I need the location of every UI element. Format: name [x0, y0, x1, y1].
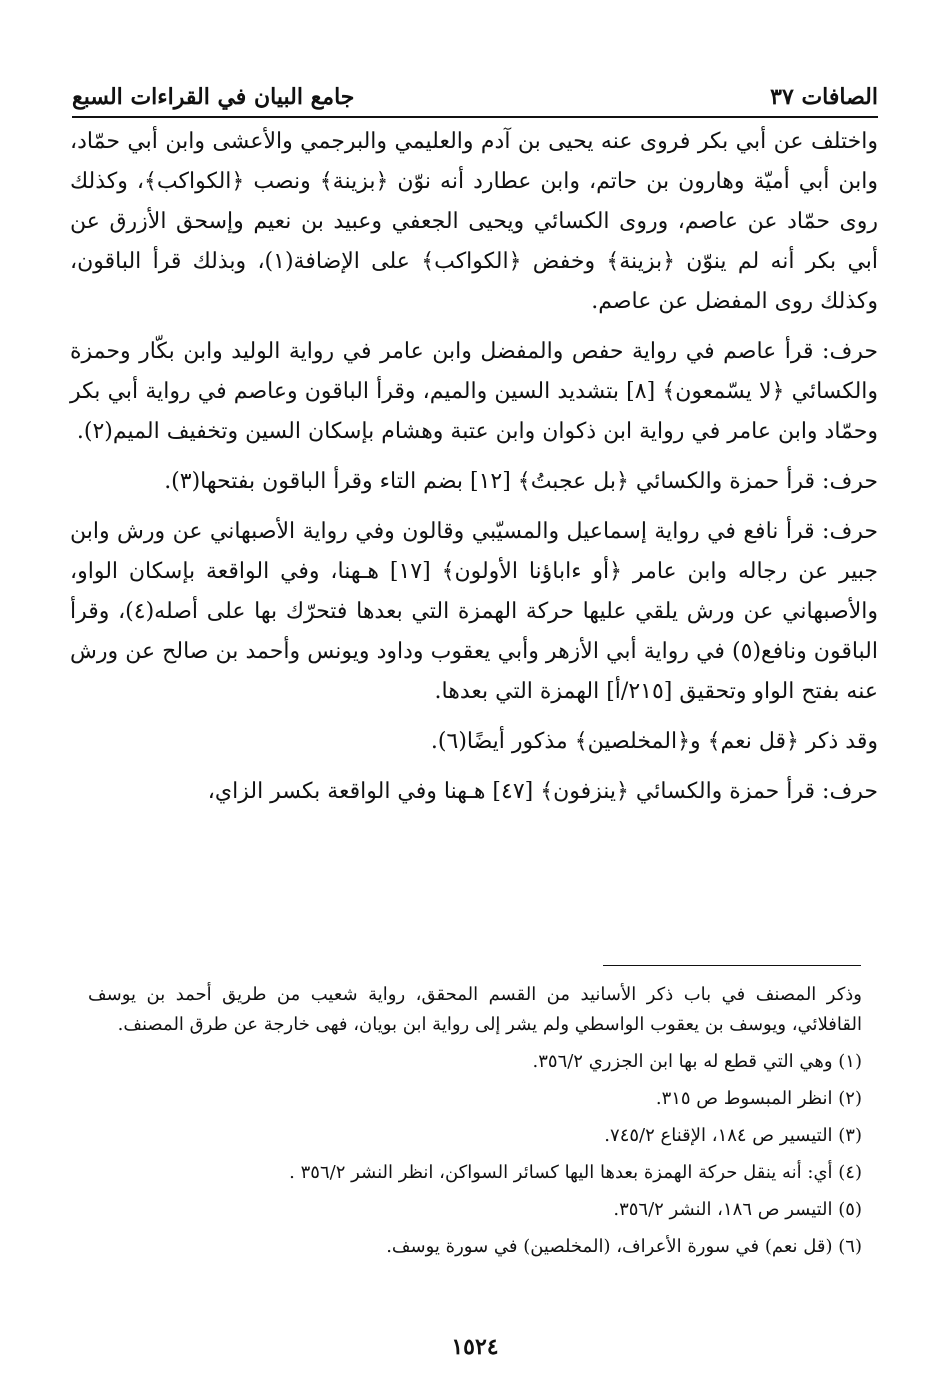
book-title-header: جامع البيان في القراءات السبع: [72, 84, 355, 110]
footnote: (٥) التيسر ص ١٨٦، النشر ٣٥٦/٢.: [613, 1199, 862, 1220]
footnote: (٦) (قل نعم) في سورة الأعراف، (المخلصين) في سورة يوسف.: [386, 1236, 862, 1257]
main-text: [70, 122, 878, 822]
footnote: (٣) التيسير ص ١٨٤، الإقناع ٧٤٥/٢.: [604, 1125, 862, 1146]
paragraph: حرف: قرأ نافع في رواية إسماعيل والمسيّبي وقالون وفي رواية الأصبهاني عن ورش وابن جبير عن رجاله وابن عامر ﴿أو ءاباؤنا الأولون﴾ [١٧] هـهنا، وفي الواقعة بإسكان الواو، والأصبهاني عن ورش يلقي عليها حركة الهمزة التي بعدها فتحرّك بها على أصله(٤)، وقرأ الباقون ونافع(٥) في رواية أبي الأزهر وأبي يعقوب وداود ويونس وأحمد بن صالح عن ورش عنه بفتح الواو وتحقيق [٢١٥/أ] الهمزة التي بعدها.: [70, 519, 878, 704]
footnotes: [88, 980, 862, 1269]
paragraph: حرف: قرأ عاصم في رواية حفص والمفضل وابن عامر في رواية الوليد وابن بكّار وحمزة والكسائي ﴿لا يسّمعون﴾ [٨] بتشديد السين والميم، وقرأ الباقون وعاصم في رواية أبي بكر وحمّاد وابن عامر في رواية ابن ذكوان وابن عتبة وهشام بإسكان السين وتخفيف الميم(٢).: [70, 339, 879, 444]
running-header: [72, 70, 878, 118]
page-number: ١٥٢٤: [451, 1334, 499, 1360]
footnote: (٢) انظر المبسوط ص ٣١٥.: [655, 1088, 862, 1109]
paragraph: واختلف عن أبي بكر فروى عنه يحيى بن آدم والعليمي والبرجمي والأعشى وابن أبي حمّاد، وابن أبي أميّة وهارون بن حاتم، وابن عطارد أنه نوّن ﴿بزينة﴾ ونصب ﴿الكواكب﴾، وكذلك روى حمّاد عن عاصم، وروى الكسائي ويحيى الجعفي وعبيد بن نعيم وإسحق الأزرق عن أبي بكر أنه لم ينوّن ﴿بزينة﴾ وخفض ﴿الكواكب﴾ على الإضافة(١)، وبذلك قرأ الباقون، وكذلك روى المفضل عن عاصم.: [70, 129, 879, 314]
footnote-divider: [603, 965, 861, 966]
paragraph: وقد ذكر ﴿قل نعم﴾ و﴿المخلصين﴾ مذكور أيضًا(٦).: [430, 729, 878, 754]
paragraph: حرف: قرأ حمزة والكسائي ﴿ينزفون﴾ [٤٧] هـهنا وفي الواقعة بكسر الزاي،: [207, 779, 878, 804]
footnote-continuation: وذكر المصنف في باب ذكر الأسانيد من القسم المحقق، رواية شعيب من طريق أحمد بن يوسف القافلائي، ويوسف بن يعقوب الواسطي ولم يشر إلى رواية ابن بويان، فهى خارجة عن طرق المصنف.: [88, 984, 862, 1035]
paragraph: حرف: قرأ حمزة والكسائي ﴿بل عجبتُ﴾ [١٢] بضم التاء وقرأ الباقون بفتحها(٣).: [164, 469, 878, 494]
footnote: (١) وهي التي قطع له بها ابن الجزري ٣٥٦/٢.: [532, 1051, 862, 1072]
surah-header: الصافات ٣٧: [770, 84, 878, 110]
footnote: (٤) أي: أنه ينقل حركة الهمزة بعدها اليها كسائر السواكن، انظر النشر ٣٥٦/٢ .: [289, 1162, 862, 1183]
